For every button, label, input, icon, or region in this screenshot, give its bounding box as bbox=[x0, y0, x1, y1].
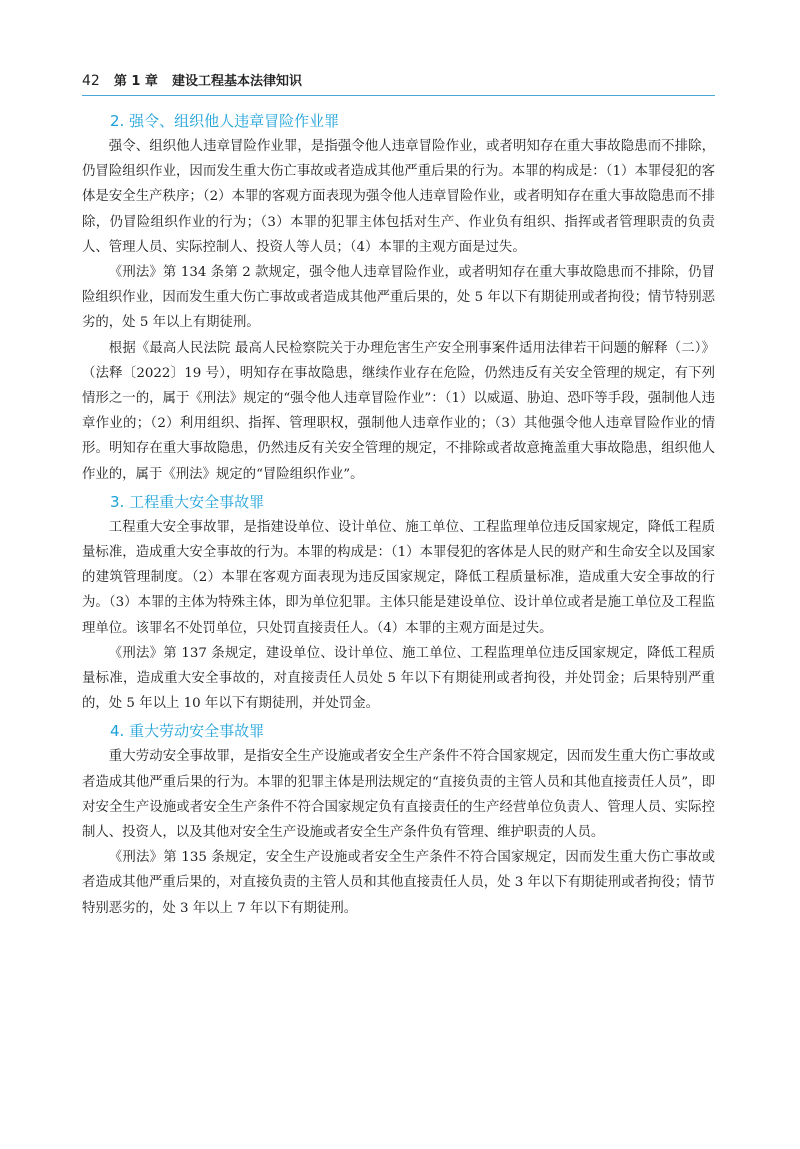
section-2 bbox=[82, 110, 715, 487]
section-heading: 3. 工程重大安全事故罪 bbox=[110, 492, 265, 511]
paragraph: 《刑法》第 135 条规定，安全生产设施或者安全生产条件不符合国家规定，因而发生重大伤亡事故或者造成其他严重后果的，对直接负责的主管人员和其他直接责任人员，处 3 年以下有期徒刑或者拘役；情节特别恶劣的，处 3 年以上 7 年以下有期徒刑。 bbox=[82, 850, 715, 916]
chapter-title: 建设工程基本法律知识 bbox=[171, 74, 302, 89]
page-number: 42 bbox=[82, 73, 100, 89]
section-heading: 2. 强令、组织他人违章冒险作业罪 bbox=[110, 112, 340, 130]
page-body bbox=[82, 110, 715, 921]
paragraph: 《刑法》第 137 条规定，建设单位、设计单位、施工单位、工程监理单位违反国家规定，降低工程质量标准，造成重大安全事故的，对直接责任人员处 5 年以下有期徒刑或者拘役，并处罚金；后果特别严重的，处 5 年以上 10 年以下有期徒刑，并处罚金。 bbox=[82, 645, 715, 712]
paragraph: 《刑法》第 134 条第 2 款规定，强令他人违章冒险作业，或者明知存在重大事故隐患而不排除，仍冒险组织作业，因而发生重大伤亡事故或者造成其他严重后果的，处 5 年以下有期徒刑或者拘役；情节特别恶劣的，处 5 年以上有期徒刑。 bbox=[82, 265, 715, 331]
section-heading: 4. 重大劳动安全事故罪 bbox=[110, 722, 265, 741]
paragraph: 根据《最高人民法院 最高人民检察院关于办理危害生产安全刑事案件适用法律若干问题的解释（二）》（法释〔2022〕19 号），明知存在事故隐患，继续作业存在危险，仍然违反有关安全管理的规定，有下列情形之一的，属于《刑法》规定的“强令他人违章冒险作业”：（1）以威逼、胁迫、恐吓等手段，强制他人违章作业的；（2）利用组织、指挥、管理职权，强制他人违章作业的；（3）其他强令他人违章冒险作业的情形。明知存在重大事故隐患，仍然违反有关安全管理的规定，不排除或者故意掩盖重大事故隐患，组织他人作业的，属于《刑法》规定的“冒险组织作业”。 bbox=[82, 340, 715, 482]
book-page bbox=[82, 70, 715, 921]
paragraph: 强令、组织他人违章冒险作业罪，是指强令他人违章冒险作业，或者明知存在重大事故隐患而不排除，仍冒险组织作业，因而发生重大伤亡事故或者造成其他严重后果的行为。本罪的构成是：（1）本罪侵犯的客体是安全生产秩序；（2）本罪的客观方面表现为强令他人违章冒险作业，或者明知存在重大事故隐患而不排除，仍冒险组织作业的行为；（3）本罪的犯罪主体包括对生产、作业负有组织、指挥或者管理职责的负责人、管理人员、实际控制人、投资人等人员；（4）本罪的主观方面是过失。 bbox=[82, 139, 715, 255]
chapter-label: 第 1 章 bbox=[113, 74, 158, 89]
paragraph: 重大劳动安全事故罪，是指安全生产设施或者安全生产条件不符合国家规定，因而发生重大伤亡事故或者造成其他严重后果的行为。本罪的犯罪主体是刑法规定的“直接负责的主管人员和其他直接责任人员”，即对安全生产设施或者安全生产条件不符合国家规定负有直接责任的生产经营单位负责人、管理人员、实际控制人、投资人，以及其他对安全生产设施或者安全生产条件负有管理、维护职责的人员。 bbox=[82, 749, 715, 841]
running-header bbox=[82, 70, 715, 96]
section-4 bbox=[82, 720, 715, 920]
section-3 bbox=[82, 491, 715, 717]
paragraph: 工程重大安全事故罪，是指建设单位、设计单位、施工单位、工程监理单位违反国家规定，降低工程质量标准，造成重大安全事故的行为。本罪的构成是：（1）本罪侵犯的客体是人民的财产和生命安全以及国家的建筑管理制度。（2）本罪在客观方面表现为违反国家规定，降低工程质量标准，造成重大安全事故的行为。（3）本罪的主体为特殊主体，即为单位犯罪。主体只能是建设单位、设计单位或者是施工单位及工程监理单位。该罪名不处罚单位，只处罚直接责任人。（4）本罪的主观方面是过失。 bbox=[82, 519, 715, 636]
